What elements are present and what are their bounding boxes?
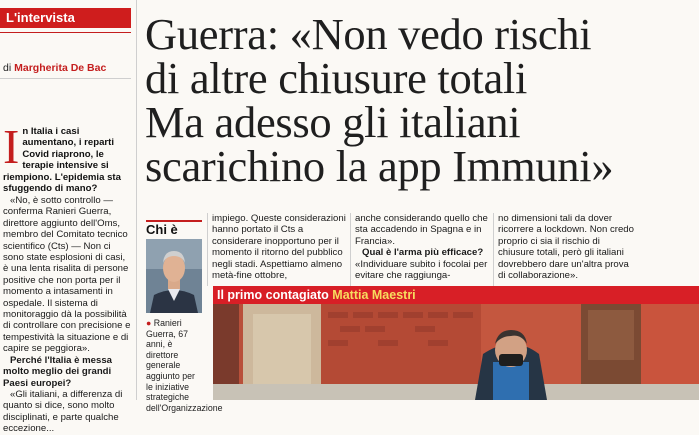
portrait-photo: [146, 239, 202, 313]
column-2: [212, 213, 347, 281]
lede-paragraph: [3, 119, 131, 195]
column-2-text: impiego. Queste considerazioni hanno portato il Cts a considerare inopportuno per il momento il ritorno del pubblico negli stadi. Aspettiamo almeno metà-fine ottobre,: [212, 213, 346, 282]
headline-line: di altre chiusure totali: [145, 53, 528, 103]
column-divider: [136, 0, 137, 400]
photo-banner: [213, 286, 699, 304]
chi-e-bio-text: Ranieri Guerra, 67 anni, è direttore generale aggiunto per le iniziative strategiche dell'Organizzazione: [146, 318, 223, 413]
byline: [3, 62, 106, 74]
banner-label: Il primo contagiato: [217, 288, 329, 302]
column-divider: [350, 213, 351, 286]
bullet-icon: ●: [146, 318, 152, 328]
drop-cap: I: [3, 119, 20, 174]
headline-line: Guerra: «Non vedo rischi: [145, 9, 592, 59]
lede-text: n Italia i casi aumentano, i reparti Covid riaprono, le terapie intensive si riempiono. L'epidemia sta sfuggendo di mano?: [3, 126, 121, 195]
headline-line: Ma adesso gli italiani: [145, 97, 521, 147]
left-paragraph: «No, è sotto controllo — conferma Ranieri Guerra, direttore aggiunto dell'Oms, membro del Comitato tecnico scientifico (Cts) — Non ci sono state esplosioni di casi, è una lenta risalita di persone positive che non porta per il momento a intasamenti in ospedale. Il sistema di monitoraggio dà la possibilità di controllare con precisione e tempestività la situazione e di capire se peggiora».: [3, 195, 131, 355]
banner-name: Mattia Maestri: [332, 288, 416, 302]
column-4: [498, 213, 636, 281]
chi-e-title: Chi è: [146, 222, 178, 237]
byline-rule: [0, 78, 131, 79]
column-divider: [207, 213, 208, 286]
column-divider: [493, 213, 494, 286]
headline-line: scarichino la app Immuni»: [145, 141, 614, 191]
column-3-text: anche considerando quello che sta accadendo in Spagna e in Francia».: [355, 213, 488, 247]
byline-author: Margherita De Bac: [14, 62, 107, 74]
portrait-image: [146, 239, 202, 313]
byline-prefix: di: [3, 62, 12, 74]
column-3: [355, 213, 490, 281]
section-tag: L'intervista: [0, 8, 131, 28]
column-3-question: Qual è l'arma più efficace?: [362, 247, 484, 259]
column-4-text: no dimensioni tali da dover ricorrere a lockdown. Non credo proprio ci sia il rischio di chiusure totali, però gli italiani dovrebbero dare un'altra prova di collaborazione».: [498, 213, 634, 282]
chi-e-bio: [146, 318, 223, 413]
street-scene-image: [213, 304, 699, 400]
section-rule: [0, 32, 131, 33]
left-question: Perché l'Italia è messa molto meglio dei grandi Paesi europei?: [3, 354, 113, 389]
news-photo: [213, 304, 699, 400]
headline: [145, 9, 697, 191]
left-answer: «Gli italiani, a differenza di quanto si dice, sono molto disciplinati, e parte qualche eccezione...: [3, 388, 123, 435]
left-column-body: [3, 195, 131, 435]
column-3-answer: «Individuare subito i focolai per evitare che raggiunga-: [355, 258, 488, 282]
